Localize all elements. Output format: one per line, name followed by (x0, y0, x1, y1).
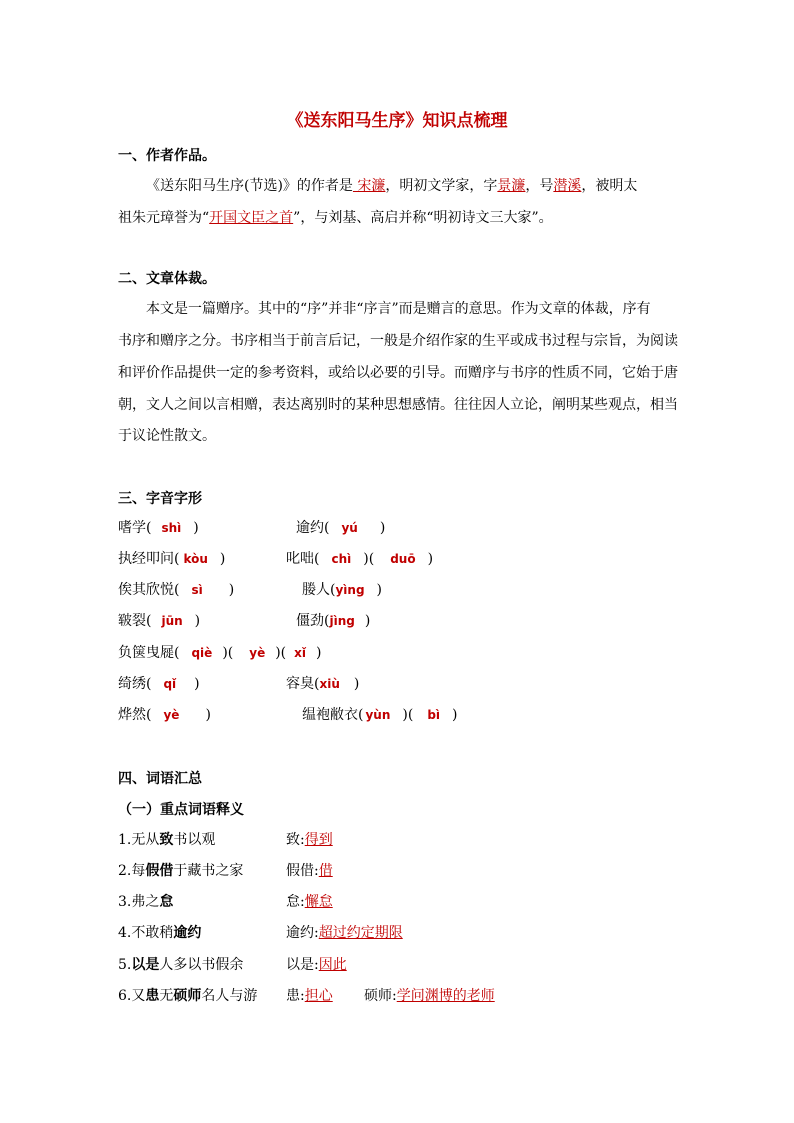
pinyin-entry: 皲裂( jūn ) (118, 613, 201, 629)
pinyin-entry: 容臭(xiù ) (286, 676, 360, 692)
meaning: 担心 (304, 988, 333, 1004)
word: 皲裂( (118, 613, 152, 629)
vocab-item (118, 892, 173, 912)
section2-line: 和评价作品提供一定的参考资料，或给以必要的引导。而赠序与书序的性质不同，它始于唐 (118, 365, 678, 381)
item-number: 2. (118, 863, 132, 879)
pinyin: bì (427, 708, 441, 722)
praise-title: 开国文臣之首 (209, 210, 294, 226)
pinyin: yìng (335, 583, 365, 597)
section2-line: 朝，文人之间以言相赠，表达离别时的某种思想感情。往往因人立论，阐明某些观点，相当 (118, 397, 678, 413)
text: ，明初文学家，字 (385, 178, 498, 194)
section1-heading: 一、作者作品。 (118, 148, 216, 164)
meaning: 借 (318, 863, 333, 879)
text: ”，与刘基、高启并称“明初诗文三大家”。 (293, 210, 553, 226)
meaning: 懈怠 (304, 894, 333, 910)
section2-line: 于议论性散文。 (118, 428, 216, 444)
vocab-meaning (286, 830, 333, 850)
pinyin: shì (161, 521, 182, 535)
pinyin-entry: 僵劲(jìng ) (296, 613, 371, 629)
section2-line: 书序和赠序之分。书序相当于前言后记，一般是介绍作家的生平或成书过程与宗旨，为阅读 (118, 333, 678, 349)
pinyin: duō (390, 552, 416, 566)
pinyin: kòu (183, 552, 208, 566)
pinyin: qiè (191, 646, 213, 660)
page-title: 《送东阳马生序》知识点梳理 (286, 111, 508, 131)
meaning: 超过约定期限 (318, 925, 403, 941)
section1-line1 (146, 171, 637, 201)
pinyin-entry: 嗜学( shì ) (118, 520, 199, 536)
text: 书以观 (173, 832, 216, 848)
pinyin-entry: 负箧曳屣( qiè )( yè )( xǐ ) (118, 645, 322, 661)
pinyin: sì (191, 583, 203, 597)
pinyin-entry: 逾约( yú ) (296, 520, 386, 536)
pinyin: chì (331, 552, 352, 566)
key-word: 以是 (131, 957, 160, 973)
meaning-label: 致: (286, 832, 305, 848)
vocab-meaning (286, 861, 333, 881)
word: 绮绣( (118, 676, 152, 692)
pinyin-entry: 执经叩问( kòu ) (118, 551, 226, 567)
key-word: 逾约 (173, 925, 202, 941)
section4-subheading: （一）重点词语释义 (118, 802, 244, 818)
item-number: 3. (118, 894, 132, 910)
text: 不敢稍 (131, 925, 174, 941)
vocab-meaning (286, 955, 347, 975)
pinyin: xǐ (294, 646, 307, 660)
pinyin: xiù (319, 677, 340, 691)
item-number: 4. (118, 925, 132, 941)
key-word: 致 (159, 832, 174, 848)
key-word: 患 (145, 988, 160, 1004)
pinyin-entry: 烨然( yè ) (118, 707, 211, 723)
text: 于藏书之家 (173, 863, 244, 879)
key-word: 硕师 (173, 988, 202, 1004)
word: 僵劲( (296, 613, 330, 629)
pinyin: yè (163, 708, 180, 722)
pinyin-entry: 绮绣( qǐ ) (118, 676, 200, 692)
text: ，被明太 (581, 178, 638, 194)
section3-heading: 三、字音字形 (118, 491, 202, 507)
vocab-meaning (286, 923, 403, 943)
text: 人多以书假余 (159, 957, 244, 973)
item-number: 1. (118, 832, 132, 848)
meaning-label: 逾约: (286, 925, 319, 941)
pinyin-entry: 俟其欣悦( sì ) (118, 582, 235, 598)
key-word: 假借 (145, 863, 174, 879)
pinyin-entry: 叱咄( chì )( duō ) (286, 551, 434, 567)
meaning-label: 以是: (286, 957, 319, 973)
pinyin-entry: 缊袍敝衣( yùn )( bì ) (302, 707, 458, 723)
word: 烨然( (118, 707, 152, 723)
meaning-label: 患: (286, 988, 305, 1004)
item-number: 6. (118, 988, 132, 1004)
pen-name: 潜溪 (553, 178, 582, 194)
vocab-meaning (286, 892, 333, 912)
word: 俟其欣悦( (118, 582, 180, 598)
word: 媵人( (302, 582, 336, 598)
text: 每 (131, 863, 146, 879)
word: 嗜学( (118, 520, 152, 536)
item-number: 5. (118, 957, 132, 973)
vocab-item (118, 830, 215, 850)
vocab-item (118, 955, 243, 975)
pinyin: yùn (365, 708, 391, 722)
meaning: 学问渊博的老师 (396, 988, 495, 1004)
pinyin: qǐ (163, 677, 177, 691)
word: 容臭( (286, 676, 320, 692)
word: 叱咄( (286, 551, 320, 567)
text: 弗之 (131, 894, 160, 910)
vocab-meaning (364, 986, 495, 1006)
meaning-label: 假借: (286, 863, 319, 879)
author-name: 宋濂 (352, 178, 386, 194)
text: 又 (131, 988, 146, 1004)
text: 无 (159, 988, 174, 1004)
section2-line: 本文是一篇赠序。其中的“序”并非“序言”而是赠言的意思。作为文章的体裁，序有 (146, 301, 651, 317)
text: 名人与游 (201, 988, 258, 1004)
pinyin-entry: 媵人(yìng ) (302, 582, 383, 598)
text: 《送东阳马生序(节选)》的作者是 (146, 178, 353, 194)
vocab-meaning (286, 986, 333, 1006)
section2-heading: 二、文章体裁。 (118, 271, 216, 287)
meaning-label: 硕师: (364, 988, 397, 1004)
section4-heading: 四、词语汇总 (118, 771, 202, 787)
section1-line2 (118, 203, 553, 233)
pinyin: yè (249, 646, 266, 660)
courtesy-name: 景濂 (497, 178, 526, 194)
meaning-label: 怠: (286, 894, 305, 910)
word: 负箧曳屣( (118, 645, 180, 661)
text: 祖朱元璋誉为“ (118, 210, 210, 226)
vocab-item (118, 986, 257, 1006)
text: ，号 (525, 178, 554, 194)
vocab-item (118, 861, 243, 881)
pinyin: jūn (161, 614, 183, 628)
word: 执经叩问( (118, 551, 180, 567)
pinyin: yú (341, 521, 358, 535)
vocab-item (118, 923, 201, 943)
pinyin: jìng (329, 614, 355, 628)
key-word: 怠 (159, 894, 174, 910)
meaning: 因此 (318, 957, 347, 973)
meaning: 得到 (304, 832, 333, 848)
word: 缊袍敝衣( (302, 707, 364, 723)
word: 逾约( (296, 520, 330, 536)
text: 无从 (131, 832, 160, 848)
